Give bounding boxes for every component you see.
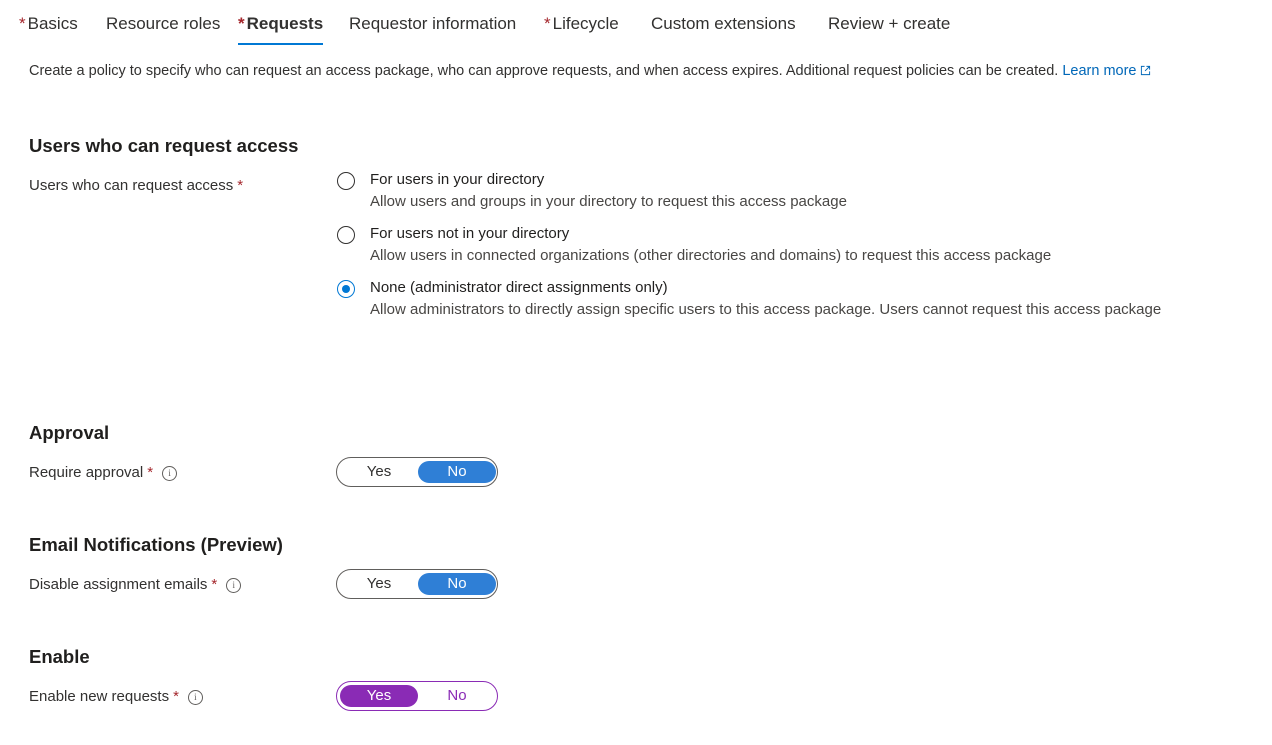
toggle-no-option[interactable]: No: [418, 461, 496, 483]
required-marker: *: [237, 177, 244, 194]
tab-custom-extensions[interactable]: [651, 14, 796, 34]
tab-label: Requests: [246, 14, 324, 33]
wizard-tabs: [0, 0, 1272, 50]
radio-button[interactable]: [337, 172, 355, 190]
tab-label: Resource roles: [106, 14, 221, 33]
users-field-label-text: Users who can request access: [29, 177, 234, 194]
users-section-title: Users who can request access: [29, 135, 299, 156]
radio-option-title: For users in your directory: [370, 171, 545, 188]
tab-label: Lifecycle: [552, 14, 619, 33]
radio-option-description: Allow users and groups in your directory to request this access package: [370, 193, 847, 210]
tab-lifecycle[interactable]: [544, 14, 619, 34]
require-approval-label: [29, 464, 177, 481]
learn-more-link[interactable]: [1062, 63, 1151, 79]
info-icon[interactable]: i: [226, 578, 241, 593]
info-icon[interactable]: i: [188, 690, 203, 705]
radio-option-title: For users not in your directory: [370, 225, 570, 242]
tab-requests[interactable]: [238, 14, 323, 34]
disable-emails-label-text: Disable assignment emails: [29, 576, 208, 593]
tab-label: Requestor information: [349, 14, 517, 33]
radio-button[interactable]: [337, 226, 355, 244]
approval-section-title: Approval: [29, 422, 110, 443]
radio-option-description: Allow users in connected organizations (other directories and domains) to request this access package: [370, 247, 1052, 264]
required-marker: *: [238, 14, 245, 33]
tab-resource-roles[interactable]: [106, 14, 220, 34]
required-marker: *: [19, 14, 26, 33]
external-link-icon: [1140, 65, 1151, 76]
enable-requests-label-text: Enable new requests: [29, 688, 170, 705]
tab-requestor-information[interactable]: [349, 14, 516, 34]
learn-more-label: Learn more: [1062, 63, 1137, 79]
radio-button-selected[interactable]: [337, 280, 355, 298]
disable-emails-label: [29, 576, 241, 593]
active-tab-indicator: [238, 43, 323, 45]
intro-text: [29, 63, 1151, 79]
toggle-yes-option[interactable]: Yes: [366, 463, 392, 480]
disable-emails-toggle[interactable]: [336, 569, 498, 599]
radio-option-description: Allow administrators to directly assign specific users to this access package. Users cannot request this access package: [370, 301, 1162, 318]
toggle-no-option[interactable]: No: [447, 687, 467, 704]
tab-review-create[interactable]: [828, 14, 950, 34]
required-marker: *: [211, 576, 218, 593]
tab-label: Review + create: [828, 14, 951, 33]
require-approval-toggle[interactable]: [336, 457, 498, 487]
enable-requests-label: [29, 688, 203, 705]
tab-basics[interactable]: [19, 14, 78, 34]
toggle-no-option[interactable]: No: [418, 573, 496, 595]
tab-label: Basics: [27, 14, 78, 33]
toggle-yes-option[interactable]: Yes: [340, 685, 418, 707]
required-marker: *: [544, 14, 551, 33]
require-approval-label-text: Require approval: [29, 464, 144, 481]
intro-description: Create a policy to specify who can request an access package, who can approve requests, and when access expires. Additional request policies can be created.: [29, 63, 1059, 79]
enable-requests-toggle[interactable]: [336, 681, 498, 711]
email-section-title: Email Notifications (Preview): [29, 534, 283, 555]
required-marker: *: [173, 688, 179, 705]
radio-option-title: None (administrator direct assignments only): [370, 279, 668, 296]
toggle-yes-option[interactable]: Yes: [366, 575, 392, 592]
required-marker: *: [147, 464, 154, 481]
users-field-label: [29, 177, 243, 194]
info-icon[interactable]: i: [162, 466, 177, 481]
tab-label: Custom extensions: [651, 14, 796, 33]
enable-section-title: Enable: [29, 646, 90, 667]
